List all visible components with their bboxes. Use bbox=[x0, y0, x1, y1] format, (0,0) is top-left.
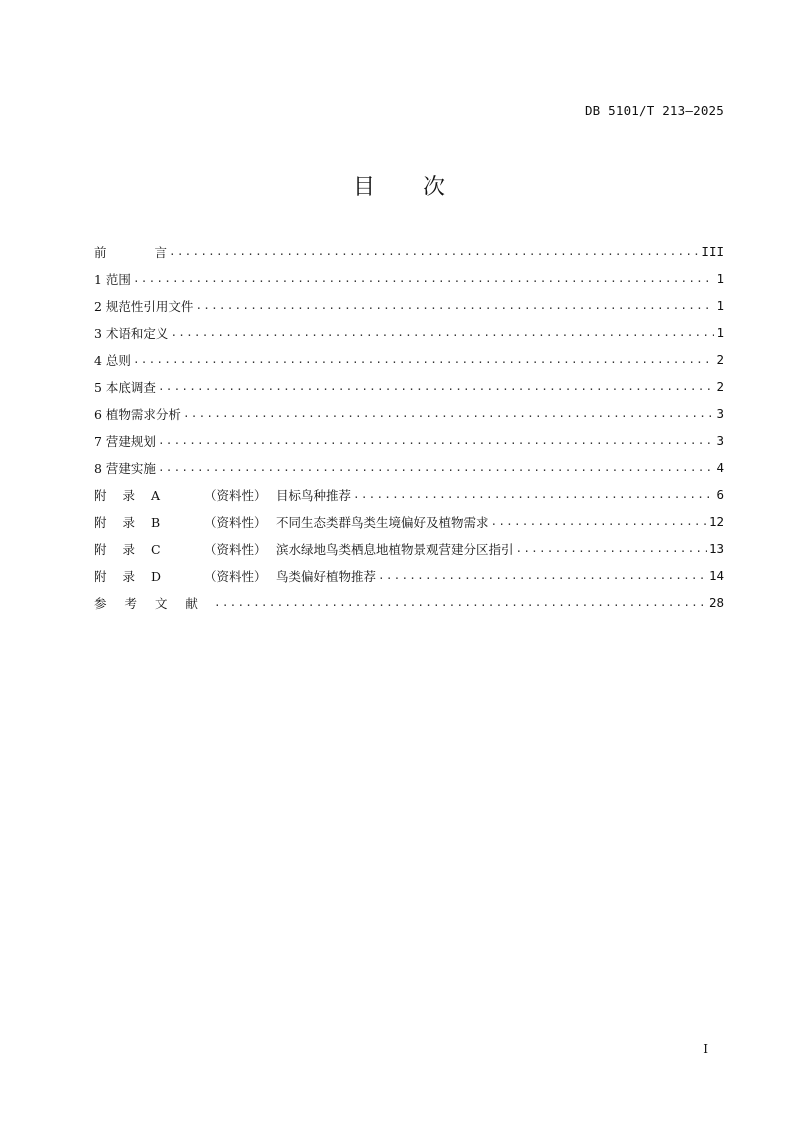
toc-entry-appendix-a[interactable] bbox=[94, 481, 724, 508]
document-code: DB 5101/T 213—2025 bbox=[584, 103, 724, 118]
dot-leader bbox=[516, 542, 707, 555]
toc-entry[interactable] bbox=[94, 346, 724, 373]
toc-page: 2 bbox=[716, 379, 724, 394]
toc-entry[interactable] bbox=[94, 265, 724, 292]
toc-label: 7 营建规划 bbox=[94, 433, 156, 449]
toc-page: III bbox=[701, 244, 724, 259]
toc-page: 3 bbox=[716, 433, 724, 448]
page-number: I bbox=[703, 1042, 708, 1056]
toc-page: 13 bbox=[708, 541, 724, 556]
toc-page: 3 bbox=[716, 406, 724, 421]
dot-leader bbox=[133, 272, 715, 285]
toc-label: 3 术语和定义 bbox=[94, 325, 169, 341]
toc-label: 附 录 A （资料性） 目标鸟种推荐 bbox=[94, 487, 352, 503]
dot-leader bbox=[353, 488, 714, 501]
dot-leader bbox=[378, 569, 707, 582]
toc-page: 28 bbox=[708, 595, 724, 610]
toc-label: 2 规范性引用文件 bbox=[94, 298, 194, 314]
dot-leader bbox=[183, 407, 715, 420]
toc-entry-appendix-b[interactable] bbox=[94, 508, 724, 535]
toc-label: 1 范围 bbox=[94, 271, 131, 287]
title-char-1: 目 bbox=[352, 175, 377, 200]
toc-entry[interactable] bbox=[94, 319, 724, 346]
toc-page: 1 bbox=[716, 325, 724, 340]
toc-label: 前 言 bbox=[94, 244, 168, 260]
toc-label: 附 录 D （资料性） 鸟类偏好植物推荐 bbox=[94, 568, 377, 584]
dot-leader bbox=[158, 380, 715, 393]
toc-page: 1 bbox=[716, 298, 724, 313]
toc-entry[interactable] bbox=[94, 292, 724, 319]
toc-entry[interactable] bbox=[94, 454, 724, 481]
toc-label: 附 录 C （资料性） 滨水绿地鸟类栖息地植物景观营建分区指引 bbox=[94, 541, 514, 557]
toc-entry-references[interactable] bbox=[94, 589, 724, 616]
dot-leader bbox=[133, 353, 715, 366]
toc-page: 12 bbox=[708, 514, 724, 529]
toc-entry[interactable] bbox=[94, 373, 724, 400]
toc-entry-foreword[interactable] bbox=[94, 238, 724, 265]
dot-leader bbox=[214, 596, 707, 609]
toc-label: 5 本底调查 bbox=[94, 379, 156, 395]
dot-leader bbox=[491, 515, 707, 528]
toc-label: 6 植物需求分析 bbox=[94, 406, 181, 422]
dot-leader bbox=[158, 461, 715, 474]
toc-page: 1 bbox=[716, 271, 724, 286]
title-char-2: 次 bbox=[423, 175, 448, 200]
toc-page: 6 bbox=[716, 487, 724, 502]
dot-leader bbox=[169, 245, 699, 258]
toc-label: 参 考 文 献 bbox=[94, 595, 198, 611]
toc-entry-appendix-d[interactable] bbox=[94, 562, 724, 589]
toc-entry[interactable] bbox=[94, 427, 724, 454]
dot-leader bbox=[195, 299, 714, 312]
toc-label: 附 录 B （资料性） 不同生态类群鸟类生境偏好及植物需求 bbox=[94, 514, 489, 530]
toc-page: 14 bbox=[708, 568, 724, 583]
toc-entry-appendix-c[interactable] bbox=[94, 535, 724, 562]
table-of-contents bbox=[94, 238, 724, 616]
toc-page: 2 bbox=[716, 352, 724, 367]
toc-entry[interactable] bbox=[94, 400, 724, 427]
page-title bbox=[0, 170, 800, 201]
toc-page: 4 bbox=[716, 460, 724, 475]
dot-leader bbox=[158, 434, 715, 447]
toc-label: 4 总则 bbox=[94, 352, 131, 368]
toc-label: 8 营建实施 bbox=[94, 460, 156, 476]
dot-leader bbox=[170, 326, 714, 339]
